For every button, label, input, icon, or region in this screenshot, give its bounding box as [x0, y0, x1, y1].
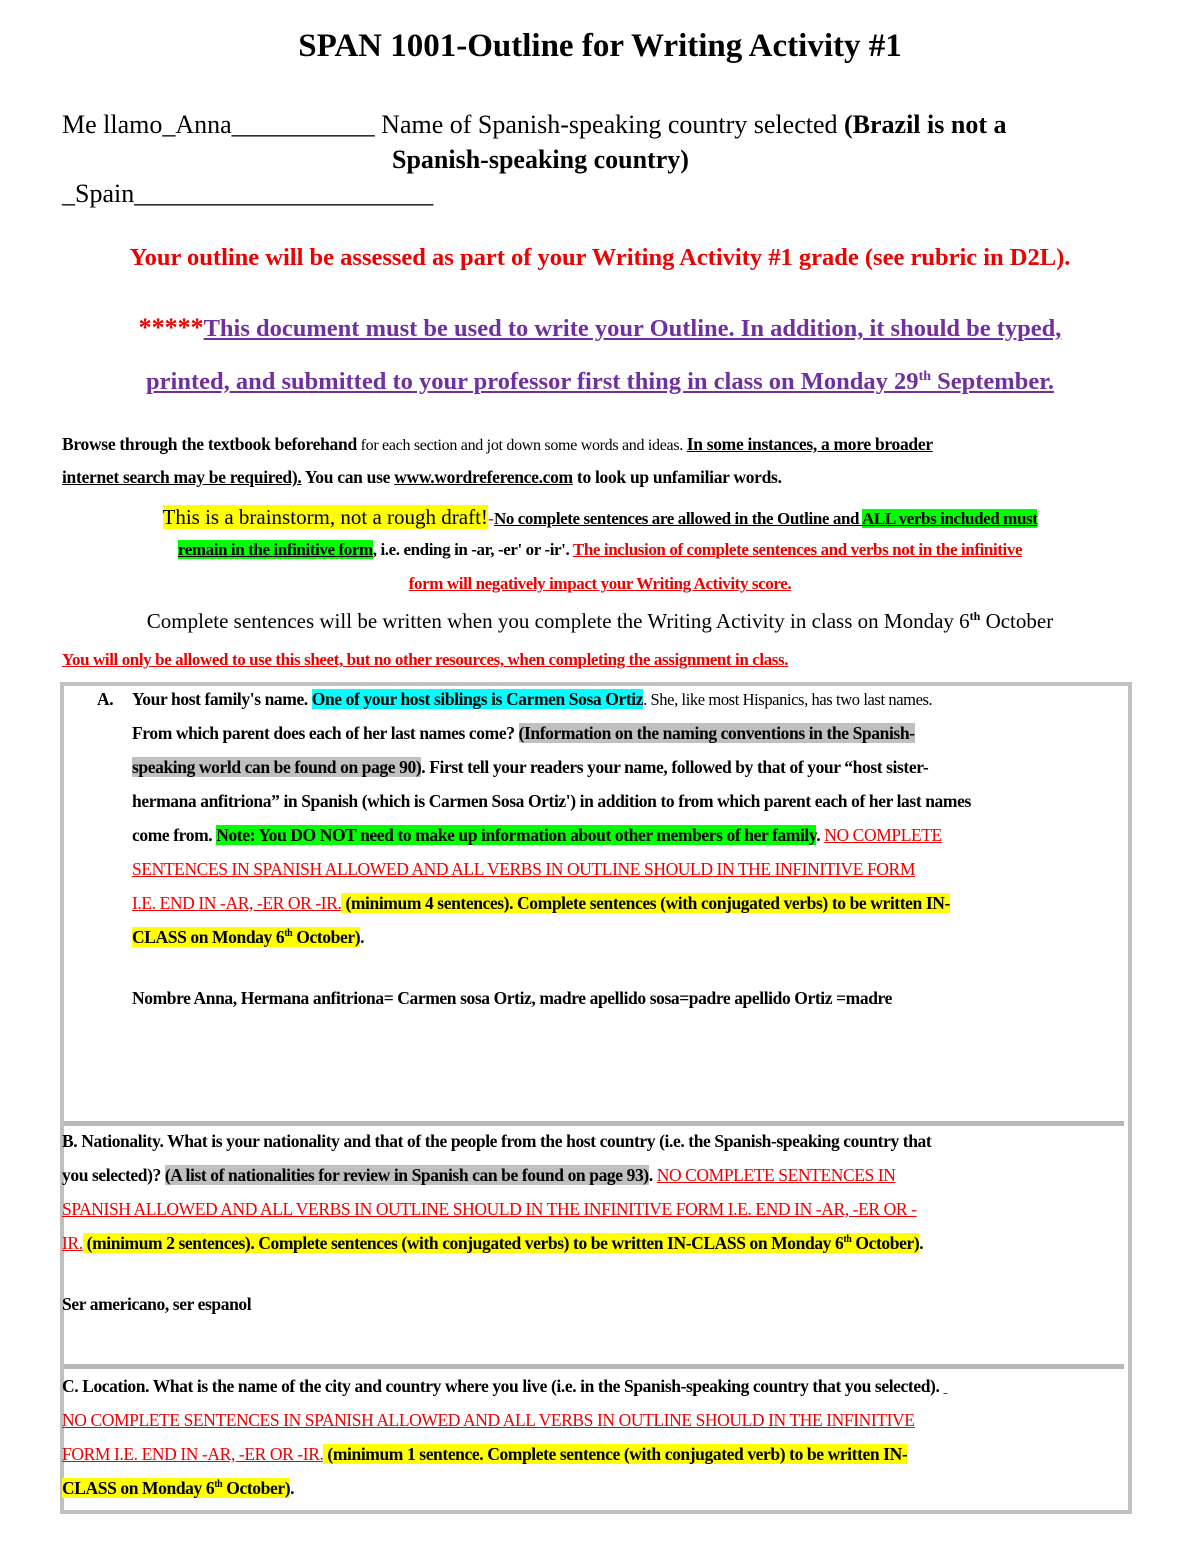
page-title: SPAN 1001-Outline for Writing Activity #1	[298, 28, 902, 64]
browse-bold: Browse through the textbook beforehand	[62, 434, 357, 454]
section-a-red-2: SENTENCES IN SPANISH ALLOWED AND ALL VERBS IN OUTLINE SHOULD IN THE INFINITIVE FORM	[132, 859, 915, 879]
brazil-note-continued: Spanish-speaking country)	[392, 145, 689, 174]
browse-text-2: You can use	[301, 467, 395, 487]
section-b-red-1: NO COMPLETE SENTENCES IN	[656, 1165, 896, 1185]
section-c-yellow-1: (minimum 1 sentence. Complete sentence (with conjugated verb) to be written IN-	[323, 1444, 908, 1464]
section-a-yellow-2-text-b: October)	[292, 927, 361, 947]
name-line	[62, 110, 1007, 140]
browse-text-3: to look up unfamiliar words.	[572, 467, 782, 487]
section-divider-2	[64, 1364, 1124, 1369]
complete-line	[0, 609, 1200, 634]
section-a-cyan: One of your host siblings is Carmen Sosa Ortiz	[311, 689, 644, 709]
section-b-text-2: you selected)?	[62, 1165, 165, 1185]
section-b-gray: (A list of nationalities for review in Spanish can be found on page 93)	[164, 1165, 649, 1185]
section-b-line-4	[62, 1233, 923, 1254]
section-a-sup: th	[284, 928, 293, 940]
complete-sup: th	[969, 609, 981, 623]
section-b-yellow-text-b: October)	[851, 1233, 920, 1253]
browse-underline-1: In some instances, a more broader	[686, 434, 933, 454]
instruction-line-1	[0, 313, 1200, 343]
browse-underline-2: internet search may be required).	[62, 467, 302, 487]
section-b-line-1: B. Nationality. What is your nationality and that of the people from the host country (i.e. the Spanish-speaking country that	[62, 1131, 932, 1151]
section-c-line-4	[62, 1478, 294, 1499]
section-divider-1	[64, 1121, 1124, 1126]
section-c-yellow-text-b: October)	[222, 1478, 291, 1498]
brainstorm-line-1	[0, 505, 1200, 530]
instruction-text-1: This document must be used to write your Outline. In addition, it should be typed,	[203, 315, 1062, 342]
section-c-dot: .	[290, 1478, 295, 1498]
section-a-normal: . She, like most Hispanics, has two last names.	[643, 690, 933, 709]
section-a-line-8	[132, 927, 364, 948]
instruction-sup: th	[918, 368, 932, 384]
section-a-text-5: come from.	[132, 825, 217, 845]
browse-line-1	[62, 434, 933, 455]
section-a-yellow-2	[132, 927, 360, 947]
section-c-line-3	[62, 1444, 907, 1465]
section-b-red-3: IR.	[62, 1233, 83, 1253]
section-c-line-1	[62, 1376, 947, 1397]
brainstorm-red-1: The inclusion of complete sentences and verbs not in the infinitive	[572, 540, 1023, 559]
section-a-line-7	[132, 893, 950, 914]
brazil-note: (Brazil is not a	[844, 110, 1007, 139]
name-line-text: Me llamo_Anna___________ Name of Spanish-speaking country selected	[62, 110, 838, 139]
section-a-line-3	[132, 757, 928, 778]
section-a-dot-2: .	[360, 927, 365, 947]
section-a-yellow-2-text: CLASS on Monday 6	[132, 927, 285, 947]
section-c-underscore	[943, 1376, 947, 1396]
section-b-yellow	[83, 1233, 920, 1253]
section-a-gray-1: (Information on the naming conventions in the Spanish-	[518, 723, 915, 743]
section-a-line-2	[132, 723, 915, 744]
brainstorm-line-2	[0, 540, 1200, 560]
country-line: _Spain_______________________	[62, 179, 434, 208]
instruction-line-2	[0, 368, 1200, 396]
section-c-yellow-2	[62, 1478, 290, 1498]
brainstorm-text-2: , i.e. ending in -ar, -er' or -ir'.	[372, 540, 573, 559]
section-c-sup: th	[214, 1479, 223, 1491]
section-a-dot: .	[816, 825, 825, 845]
section-a-label: A.	[97, 689, 114, 709]
section-b-answer[interactable]: Ser americano, ser espanol	[62, 1294, 252, 1314]
brainstorm-highlight: This is a brainstorm, not a rough draft!	[162, 505, 488, 529]
section-a-yellow-1: (minimum 4 sentences). Complete sentences (with conjugated verbs) to be written IN-	[341, 893, 950, 913]
instruction-text-2: printed, and submitted to your professor first thing in class on Monday 29	[146, 368, 919, 395]
brainstorm-green-2: remain in the infinitive form	[177, 540, 373, 559]
brainstorm-green-1: ALL verbs included must	[862, 509, 1038, 528]
section-a-line-4: hermana anfitriona” in Spanish (which is Carmen Sosa Ortiz') in addition to from which parent each of her last names	[132, 791, 971, 811]
section-b-red-2: SPANISH ALLOWED AND ALL VERBS IN OUTLINE SHOULD IN THE INFINITIVE FORM I.E. END IN -AR, -ER OR -	[62, 1199, 917, 1219]
wordreference-link[interactable]: www.wordreference.com	[394, 467, 573, 487]
section-b-yellow-text: (minimum 2 sentences). Complete sentences (with conjugated verbs) to be written IN-CLASS on Monday 6	[82, 1233, 844, 1253]
instruction-text-3: September.	[931, 368, 1054, 395]
section-a-text-2: From which parent does each of her last names come?	[132, 723, 519, 743]
complete-text-2: October	[980, 609, 1054, 633]
stars: *****	[138, 313, 204, 342]
section-a-green: Note: You DO NOT need to make up information about other members of her family	[216, 825, 817, 845]
section-a-red-3: I.E. END IN -AR, -ER OR -IR.	[132, 893, 342, 913]
brainstorm-underline: No complete sentences are allowed in the Outline and	[493, 509, 862, 528]
brainstorm-red-2: form will negatively impact your Writing Activity score.	[408, 574, 792, 593]
section-a-answer[interactable]: Nombre Anna, Hermana anfitriona= Carmen sosa Ortiz, madre apellido sosa=padre apellido Ortiz =madre	[132, 988, 892, 1008]
section-b-dot: .	[648, 1165, 657, 1185]
section-a-heading: Your host family's name.	[132, 689, 312, 709]
section-c-yellow-text: CLASS on Monday 6	[62, 1478, 215, 1498]
browse-normal: for each section and jot down some words and ideas.	[356, 437, 687, 454]
section-a-line-1	[132, 689, 932, 710]
assessment-note: Your outline will be assessed as part of your Writing Activity #1 grade (see rubric in D2L).	[129, 244, 1071, 271]
section-a-gray-2: speaking world can be found on page 90)	[132, 757, 422, 777]
complete-text: Complete sentences will be written when you complete the Writing Activity in class on Monday 6	[146, 609, 970, 633]
section-c-text-1: C. Location. What is the name of the city and country where you live (i.e. in the Spanish-speaking country that you selected).	[62, 1376, 944, 1396]
section-a-text-3: . First tell your readers your name, followed by that of your “host sister-	[421, 757, 929, 777]
brainstorm-dash: -	[487, 508, 494, 528]
section-b-line-2	[62, 1165, 896, 1186]
browse-line-2	[62, 467, 782, 488]
section-a-line-5	[132, 825, 942, 846]
resources-note: You will only be allowed to use this sheet, but no other resources, when completing the assignment in class.	[62, 650, 789, 669]
section-c-red-1: NO COMPLETE SENTENCES IN SPANISH ALLOWED AND ALL VERBS IN OUTLINE SHOULD IN THE INFINITIVE	[62, 1410, 915, 1430]
section-a-red-1: NO COMPLETE	[824, 825, 942, 845]
section-b-dot-2: .	[919, 1233, 924, 1253]
section-b-sup: th	[843, 1234, 852, 1246]
section-c-red-2: FORM I.E. END IN -AR, -ER OR -IR.	[62, 1444, 324, 1464]
